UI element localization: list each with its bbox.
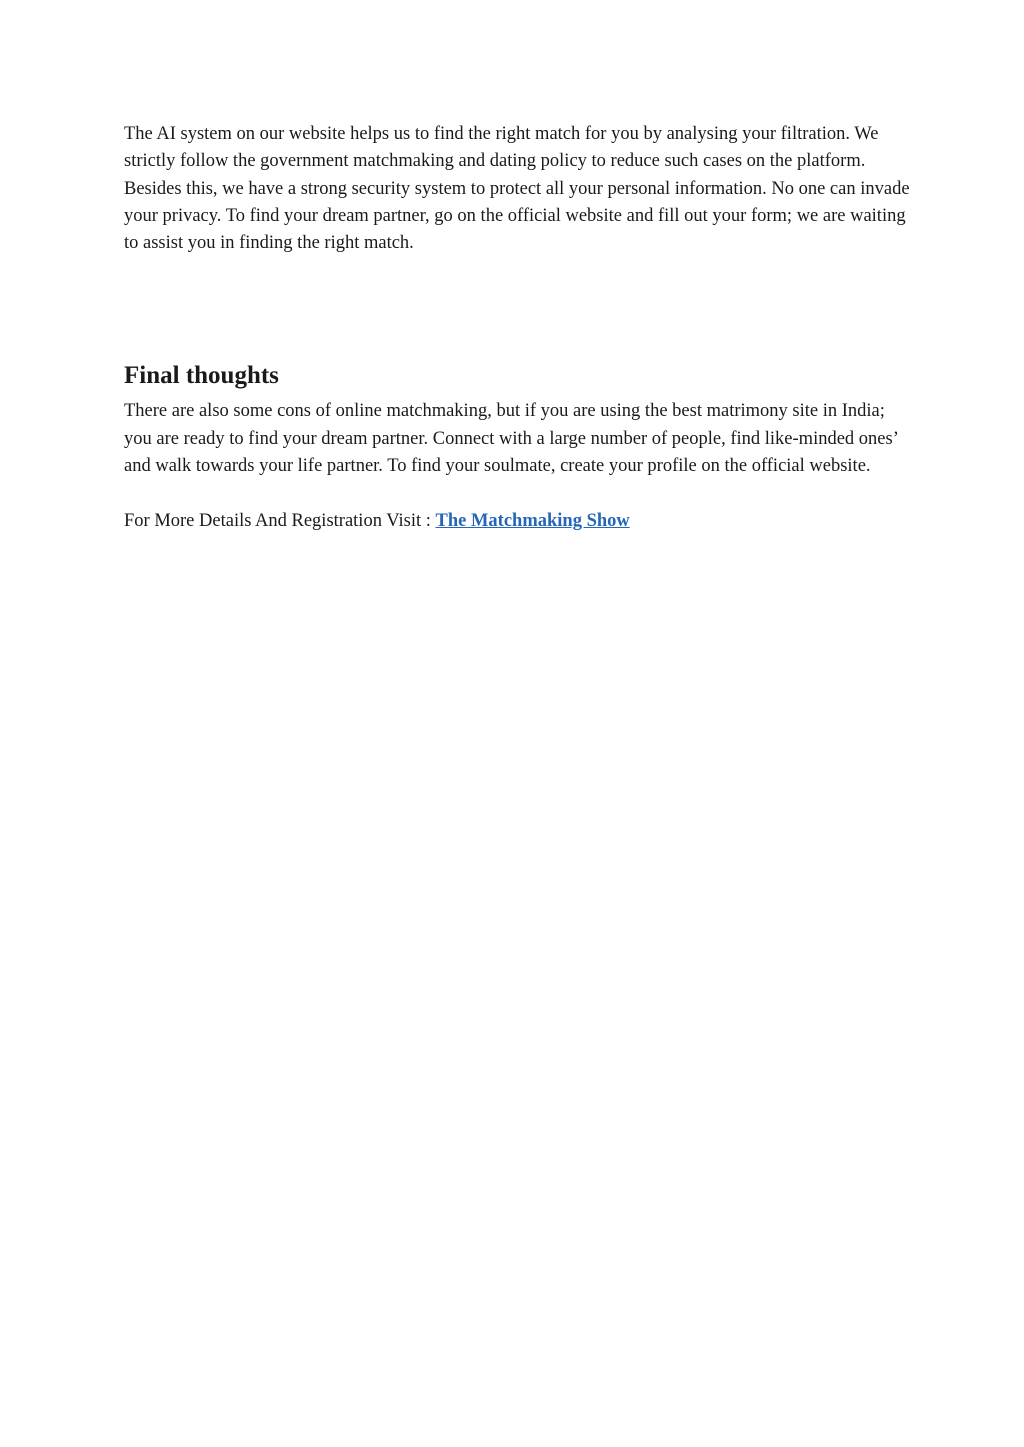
intro-paragraph-1: The AI system on our website helps us to find the right match for you by analysing your filtration. We strictly follow the government matchmaking and dating policy to reduce such cases on the platform. <box>124 124 879 172</box>
visit-prefix: For More Details And Registration Visit : <box>124 511 436 532</box>
final-thoughts-heading: Final thoughts <box>124 362 279 390</box>
intro-paragraph-2: Besides this, we have a strong security system to protect all your personal information. No one can invade your privacy. To find your dream partner, go on the official website and fill out your form; we are waiting to assist you in finding the right match. <box>124 178 910 254</box>
matchmaking-show-link[interactable]: The Matchmaking Show <box>435 511 630 532</box>
document-page <box>124 121 914 536</box>
registration-visit-line <box>124 508 914 535</box>
final-thoughts-paragraph: There are also some cons of online matchmaking, but if you are using the best matrimony site in India; you are ready to find your dream partner. Connect with a large number of people, find like-minded ones’ and walk towards your life partner. To find your soulmate, create your profile on the official website. <box>124 401 898 477</box>
